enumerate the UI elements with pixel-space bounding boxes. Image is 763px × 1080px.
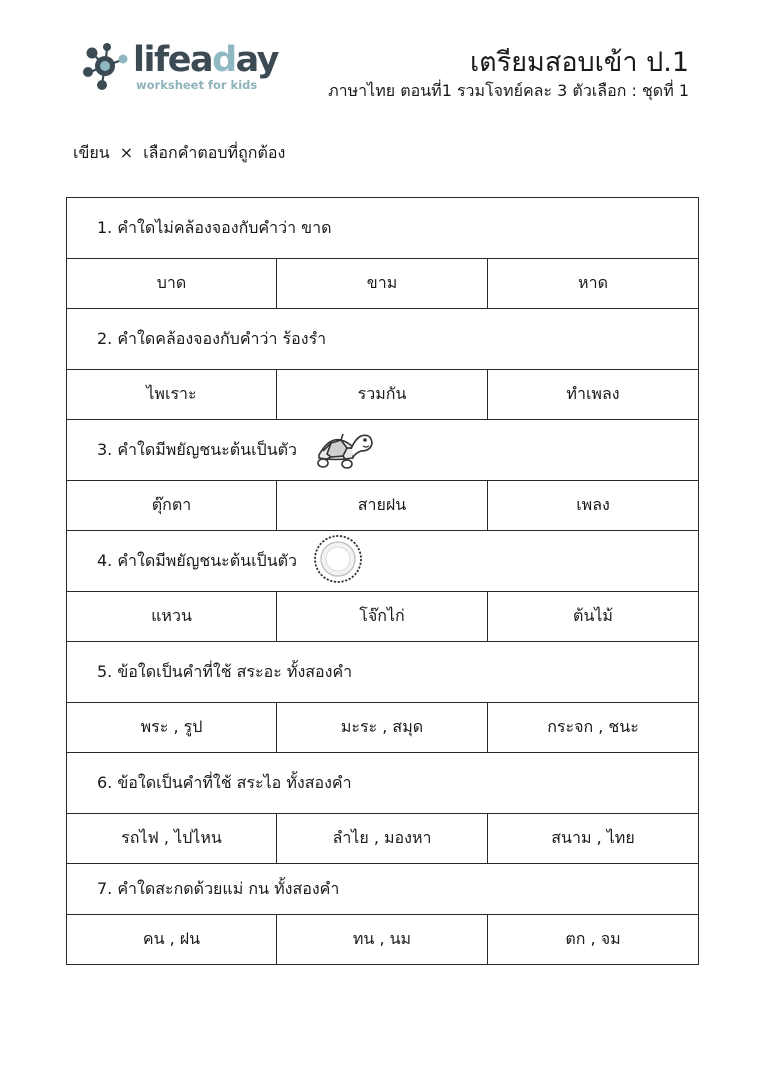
choice-cell[interactable]: ตุ๊กตา [67,481,277,531]
question-row [67,198,699,259]
choice-cell[interactable]: ลำไย , มองหา [277,814,488,864]
question-row [67,420,699,481]
question-cell [67,864,699,915]
choice-cell[interactable]: ต้นไม้ [488,592,699,642]
logo-molecule-icon [82,40,132,92]
brand-suffix: ay [235,40,278,80]
choices-row [67,703,699,753]
choice-cell[interactable]: ทน , นม [277,915,488,965]
question-row [67,531,699,592]
choice-cell[interactable]: โจ๊กไก่ [277,592,488,642]
question-text: 1. คำใดไม่คล้องจองกับคำว่า ขาด [97,217,332,237]
instruction-line [73,141,285,165]
turtle-icon [313,425,375,475]
choice-cell[interactable]: รถไฟ , ไปไหน [67,814,277,864]
page-subtitle: ภาษาไทย ตอนที่1 รวมโจทย์คละ 3 ตัวเลือก : ชุดที่ 1 [328,81,689,100]
choice-cell[interactable]: รวมกัน [277,370,488,420]
question-row [67,309,699,370]
brand-prefix: lifea [133,40,213,80]
instruction-prefix: เขียน [73,143,110,162]
question-text: 6. ข้อใดเป็นคำที่ใช้ สระไอ ทั้งสองคำ [97,772,352,792]
brand-accent: d [212,40,236,80]
question-text: 5. ข้อใดเป็นคำที่ใช้ สระอะ ทั้งสองคำ [97,661,353,681]
question-cell [67,531,699,592]
choices-row [67,370,699,420]
worksheet-header [0,0,763,120]
choices-row [67,814,699,864]
plate-icon [313,534,363,588]
choice-cell[interactable]: บาด [67,259,277,309]
choice-cell[interactable]: กระจก , ชนะ [488,703,699,753]
question-cell [67,642,699,703]
quiz-table [66,197,699,965]
choice-cell[interactable]: สายฝน [277,481,488,531]
choices-row [67,915,699,965]
choice-cell[interactable]: มะระ , สมุด [277,703,488,753]
choice-cell[interactable]: ตก , จม [488,915,699,965]
page-title: เตรียมสอบเข้า ป.1 [469,47,689,78]
brand-tagline: worksheet for kids [136,78,258,92]
question-cell [67,198,699,259]
brand-name [133,38,278,82]
choice-cell[interactable]: แหวน [67,592,277,642]
question-row [67,753,699,814]
choice-cell[interactable]: คน , ฝน [67,915,277,965]
question-text: 7. คำใดสะกดด้วยแม่ กน ทั้งสองคำ [97,878,340,898]
question-text: 3. คำใดมีพยัญชนะต้นเป็นตัว [97,439,297,459]
choices-row [67,592,699,642]
choices-row [67,259,699,309]
question-cell [67,309,699,370]
choice-cell[interactable]: สนาม , ไทย [488,814,699,864]
question-cell [67,420,699,481]
choice-cell[interactable]: ไพเราะ [67,370,277,420]
question-text: 4. คำใดมีพยัญชนะต้นเป็นตัว [97,550,297,570]
instruction-text: เลือกคำตอบที่ถูกต้อง [143,143,286,162]
choices-row [67,481,699,531]
choice-cell[interactable]: ขาม [277,259,488,309]
choice-cell[interactable]: ทำเพลง [488,370,699,420]
lifeaday-logo [82,38,282,94]
question-text: 2. คำใดคล้องจองกับคำว่า ร้องรำ [97,328,327,348]
choice-cell[interactable]: พระ , รูป [67,703,277,753]
choice-cell[interactable]: หาด [488,259,699,309]
cross-mark: × [119,143,134,162]
question-row [67,642,699,703]
choice-cell[interactable]: เพลง [488,481,699,531]
question-row [67,864,699,915]
question-cell [67,753,699,814]
